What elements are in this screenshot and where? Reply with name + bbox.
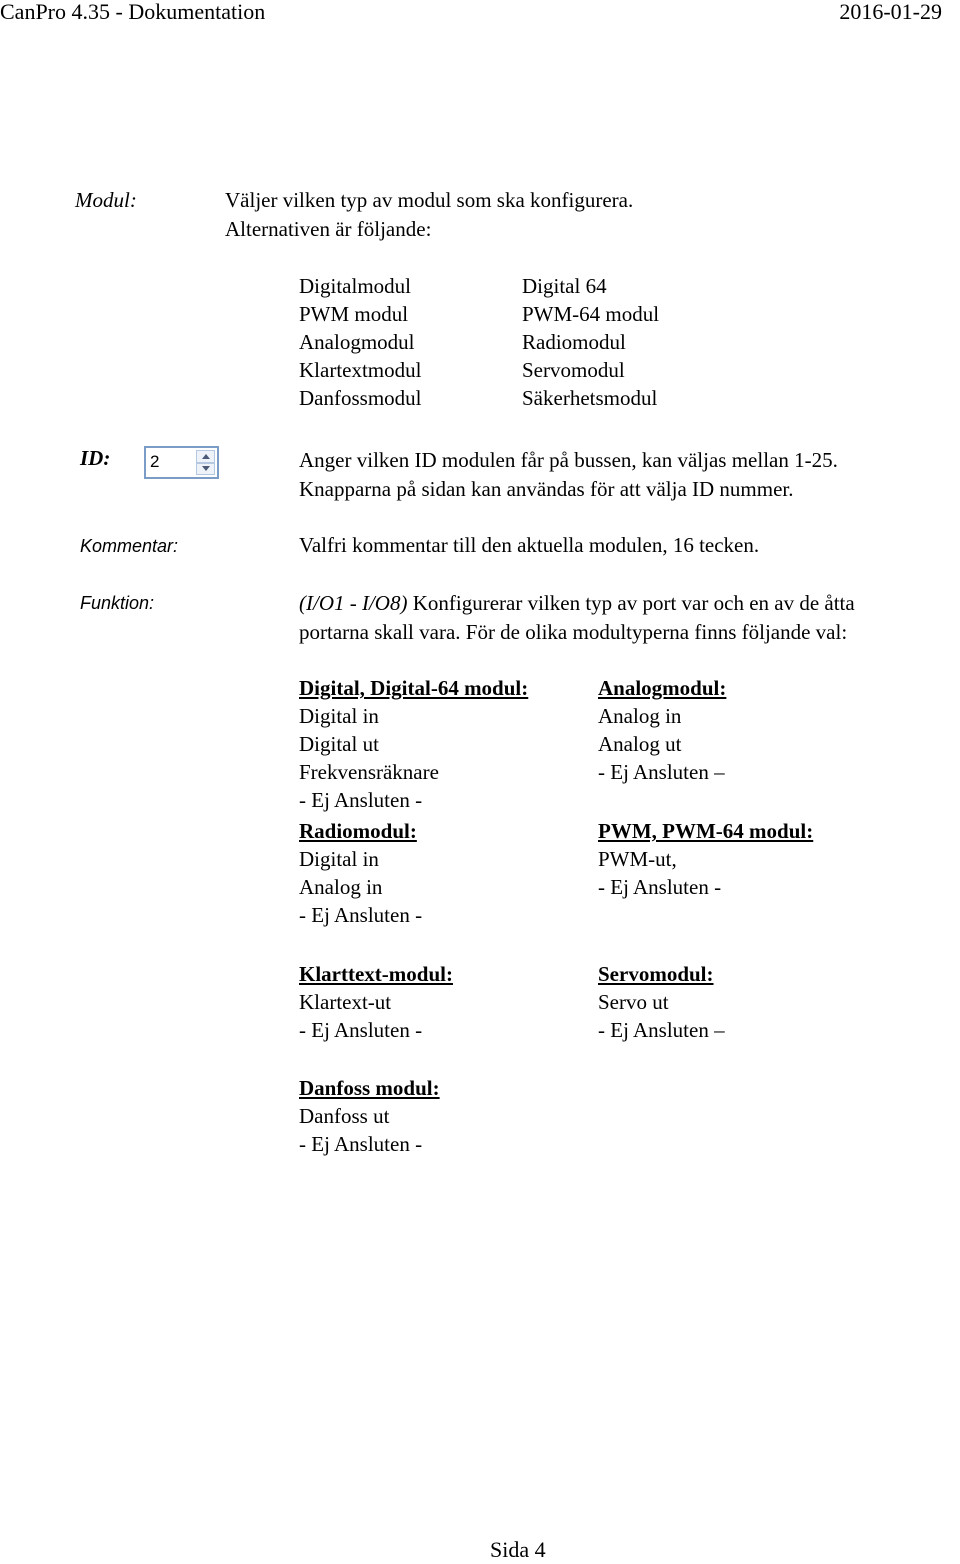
group-heading: Klarttext-modul: (299, 962, 453, 986)
group-heading: Analogmodul: (598, 676, 727, 700)
chevron-up-icon (202, 454, 210, 459)
modul-option: Analogmodul (299, 330, 415, 354)
list-item: PWM-ut, (598, 847, 677, 871)
group-servo (598, 960, 725, 1044)
modul-options-right (522, 272, 659, 412)
list-item: - Ej Ansluten - (299, 903, 423, 927)
modul-option: PWM modul (299, 302, 409, 326)
modul-option: Radiomodul (522, 330, 626, 354)
group-radio (299, 817, 422, 929)
id-label: ID: (80, 446, 111, 470)
group-pwm (598, 817, 813, 901)
id-description-line1: Anger vilken ID modulen får på bussen, kan väljas mellan 1-25. (299, 448, 838, 472)
list-item: - Ej Ansluten - (299, 1132, 423, 1156)
group-heading: Danfoss modul: (299, 1076, 440, 1100)
modul-options-left (299, 272, 422, 412)
group-heading: Radiomodul: (299, 819, 417, 843)
list-item: - Ej Ansluten - (299, 788, 423, 812)
list-item: - Ej Ansluten – (598, 1018, 725, 1042)
list-item: Klartext-ut (299, 990, 392, 1014)
list-item: Frekvensräknare (299, 760, 439, 784)
id-spinner-buttons (196, 450, 215, 475)
group-klartext (299, 960, 453, 1044)
group-danfoss (299, 1074, 440, 1158)
funktion-text: Konfigurerar vilken typ av port var och en av de åtta (407, 591, 855, 615)
modul-option: Servomodul (522, 358, 625, 382)
modul-option: Klartextmodul (299, 358, 422, 382)
funktion-label: Funktion: (80, 593, 155, 613)
modul-label: Modul: (75, 188, 137, 212)
modul-option: Säkerhetsmodul (522, 386, 658, 410)
chevron-down-icon (202, 466, 210, 471)
document-date: 2016-01-29 (839, 0, 942, 24)
list-item: Danfoss ut (299, 1104, 390, 1128)
list-item: Analog ut (598, 732, 682, 756)
list-item: - Ej Ansluten - (299, 1018, 423, 1042)
list-item: Analog in (598, 704, 682, 728)
list-item: Digital in (299, 847, 379, 871)
modul-description-line1: Väljer vilken typ av modul som ska konfigurera. (225, 188, 634, 212)
funktion-description-line1 (299, 589, 855, 617)
id-description-line2: Knapparna på sidan kan användas för att välja ID nummer. (299, 477, 794, 501)
group-heading: PWM, PWM-64 modul: (598, 819, 814, 843)
kommentar-description: Valfri kommentar till den aktuella modulen, 16 tecken. (299, 533, 760, 557)
modul-option: Danfossmodul (299, 386, 422, 410)
spinner-up-button[interactable] (196, 450, 215, 463)
group-heading: Servomodul: (598, 962, 714, 986)
modul-description-line2: Alternativen är följande: (225, 217, 432, 241)
modul-option: Digital 64 (522, 274, 607, 298)
id-spinner-value[interactable]: 2 (150, 452, 160, 471)
funktion-description-line2: portarna skall vara. För de olika modultyperna finns följande val: (299, 620, 848, 644)
modul-option: Digitalmodul (299, 274, 411, 298)
io-range: (I/O1 - I/O8) (299, 591, 408, 615)
list-item: Digital ut (299, 732, 379, 756)
group-heading: Digital, Digital-64 modul: (299, 676, 529, 700)
list-item: Servo ut (598, 990, 669, 1014)
group-analog (598, 674, 726, 786)
spinner-down-button[interactable] (196, 463, 215, 476)
kommentar-label: Kommentar: (80, 536, 179, 556)
id-spinner[interactable] (144, 446, 219, 479)
document-title: CanPro 4.35 - Dokumentation (0, 0, 266, 24)
list-item: - Ej Ansluten - (598, 875, 722, 899)
list-item: - Ej Ansluten – (598, 760, 725, 784)
modul-option: PWM-64 modul (522, 302, 660, 326)
list-item: Analog in (299, 875, 383, 899)
list-item: Digital in (299, 704, 379, 728)
group-digital (299, 674, 528, 814)
page-number: Sida 4 (490, 1537, 546, 1562)
